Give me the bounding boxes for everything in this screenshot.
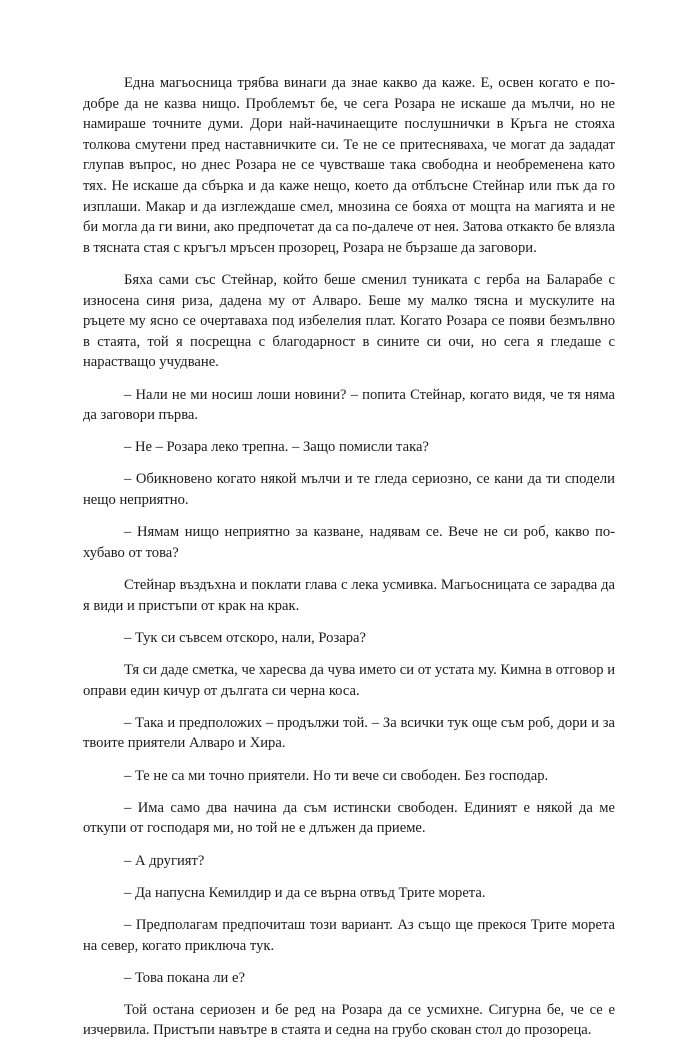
paragraph: – Тук си съвсем отскоро, нали, Розара? — [124, 629, 366, 646]
paragraph: – Те не са ми точно приятели. Но ти вече си свободен. Без господар. — [124, 767, 549, 784]
paragraph: Една магьосница трябва винаги да знае какво да каже. Е, освен когато е по-добре да не казва нищо. Проблемът бе, че сега Розара не искаше да мълчи, но не намираше точните думи. Дори най-начинаещите послушнички в Кръга не стояха толкова смутени пред наставничките си. Те не се притесняваха, че могат да зададат глупав въпрос, но днес Розара не се чувстваше така свободна и необременена като тях. Не искаше да сбърка и да каже нещо, което да отблъсне Стейнар или пък да го изплаши. Макар и да изглеждаше смел, мнозина се бояха от мощта на магията и не би могла да ги вини, ако предпочетат да са по-далече от нея. Затова откакто бе влязла в тясната стая с кръгъл мръсен прозорец, Розара не бързаше да заговори. — [83, 75, 615, 256]
paragraph: Бяха сами със Стейнар, който беше сменил туниката с герба на Баларабе с износена синя риза, дадена му от Алваро. Беше му малко тясна и мускулите на ръцете му ясно се очертаваха под избелелия плат. Когато Розара се появи безмълвно в стаята, той я посрещна с благодарност в сините си очи, но сега я гледаше с нарастващо учудване. — [83, 271, 615, 371]
paragraph: – Така и предположих – продължи той. – За всички тук още съм роб, дори и за твоите приятели Алваро и Хира. — [83, 714, 615, 752]
paragraph: – Нали не ми носиш лоши новини? – попита Стейнар, когато видя, че тя няма да заговори първа. — [83, 386, 615, 424]
paragraph: – Това покана ли е? — [124, 969, 245, 986]
paragraph: – Нямам нищо неприятно за казване, надявам се. Вече не си роб, какво по-хубаво от това? — [83, 524, 615, 561]
paragraph: Той остана сериозен и бе ред на Розара да се усмихне. Сигурна бе, че се е изчервила. Пристъпи навътре в стаята и седна на грубо скован стол до прозореца. — [83, 1001, 615, 1039]
paragraph: – А другият? — [124, 852, 205, 869]
paragraph: Тя си даде сметка, че харесва да чува името си от устата му. Кимна в отговор и оправи един кичур от дългата си черна коса. — [83, 662, 615, 699]
paragraph: – Предполагам предпочиташ този вариант. Аз също ще прекося Трите морета на север, когато приключа тук. — [83, 916, 615, 954]
paragraph: – Не – Розара леко трепна. – Защо помисли така? — [124, 439, 429, 456]
paragraph: – Има само два начина да съм истински свободен. Единият е някой да ме откупи от господаря ми, но той не е длъжен да приеме. — [83, 799, 615, 837]
paragraph: – Обикновено когато някой мълчи и те гледа сериозно, се кани да ти сподели нещо неприятно. — [83, 471, 615, 509]
paragraph: – Да напусна Кемилдир и да се върна отвъд Трите морета. — [124, 884, 486, 901]
body-text — [83, 73, 615, 1053]
paragraph: Стейнар въздъхна и поклати глава с лека усмивка. Магьосницата се зарадва да я види и пристъпи от крак на крак. — [83, 577, 615, 614]
